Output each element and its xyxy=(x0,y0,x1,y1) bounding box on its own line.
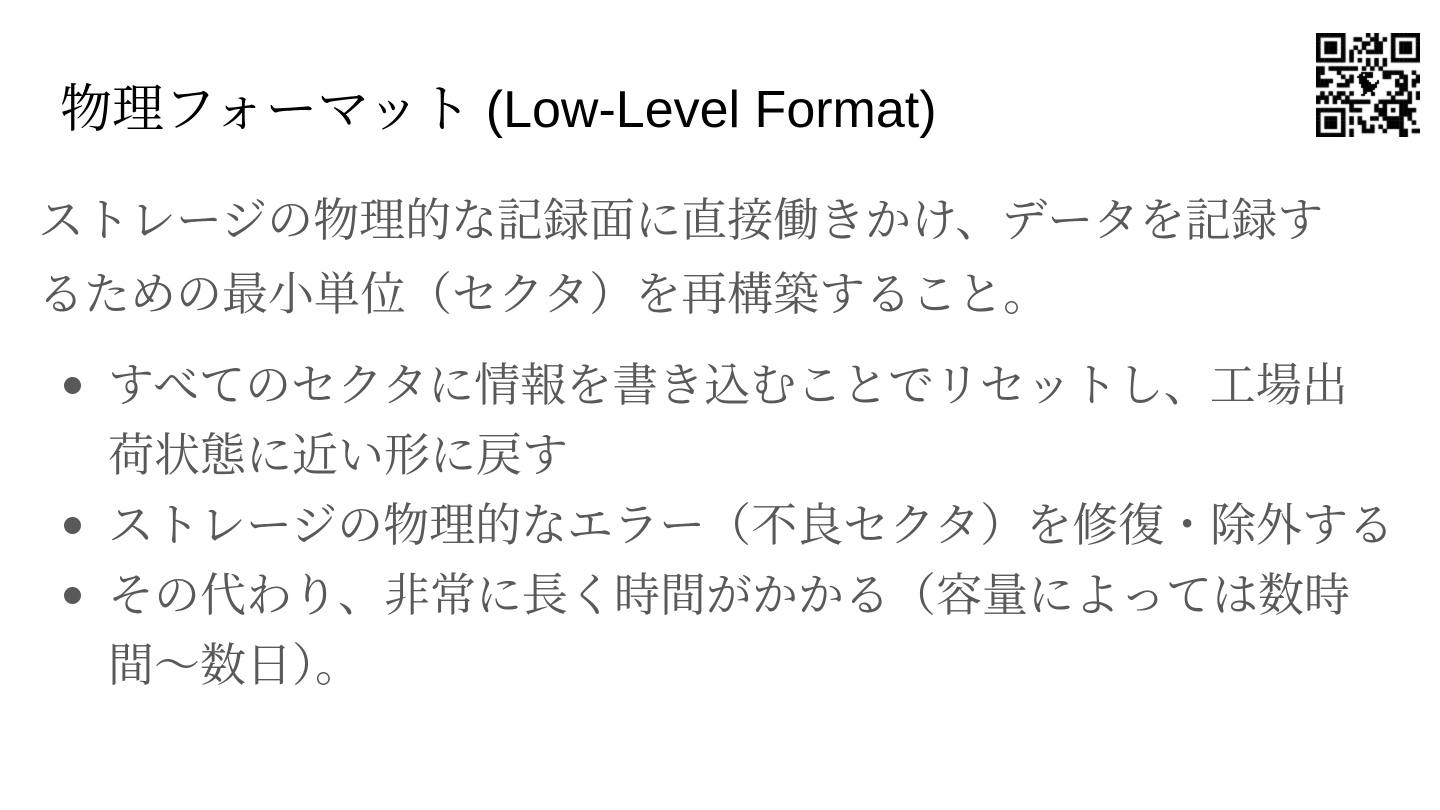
bullet-line: その代わり、非常に長く時間がかかる（容量によっては数時 xyxy=(108,569,1350,621)
bullet-dot-icon xyxy=(64,377,81,394)
bullet-dot-icon xyxy=(64,587,81,604)
bullet-line: すべてのセクタに情報を書き込むことでリセットし、工場出 xyxy=(108,359,1348,411)
bullet-line: ストレージの物理的なエラー（不良セクタ）を修復・除外する xyxy=(108,499,1395,551)
bullet-text xyxy=(108,350,1348,490)
qr-code xyxy=(1316,33,1420,137)
bullet-line: 間〜数日）。 xyxy=(108,639,361,691)
paragraph-line: るための最小単位（セクタ）を再構築すること。 xyxy=(38,268,1050,320)
list-item xyxy=(38,560,1394,700)
bullet-dot-icon xyxy=(64,517,81,534)
bullet-text xyxy=(108,560,1350,700)
intro-paragraph xyxy=(38,183,1323,331)
paragraph-line: ストレージの物理的な記録面に直接働きかけ、データを記録す xyxy=(38,194,1324,246)
list-item xyxy=(38,350,1394,490)
bullet-text xyxy=(108,490,1394,560)
qr-code-chrome-dino-icon xyxy=(1316,33,1420,137)
page-title: 物理フォーマット (Low-Level Format) xyxy=(60,81,937,139)
list-item xyxy=(38,490,1394,560)
bullet-list xyxy=(38,350,1394,700)
bullet-line: 荷状態に近い形に戻す xyxy=(108,429,568,481)
